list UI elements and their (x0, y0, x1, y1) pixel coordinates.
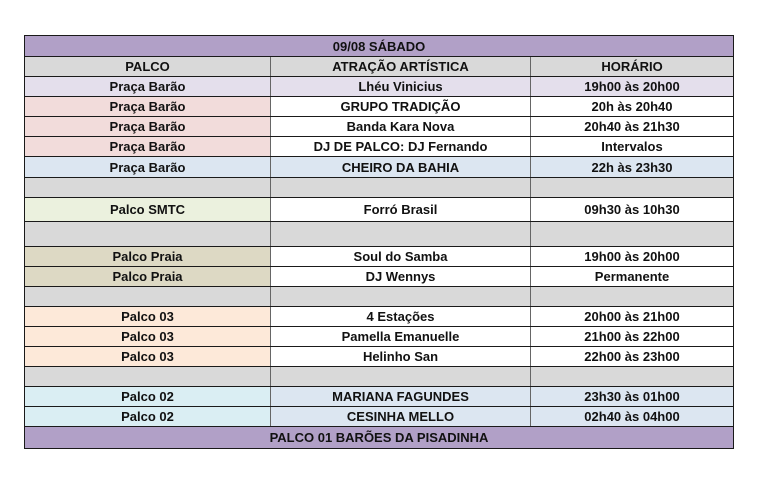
cell-horario: 19h00 às 20h00 (531, 77, 734, 97)
cell-horario: 09h30 às 10h30 (531, 198, 734, 222)
table-row (25, 307, 734, 327)
cell-palco: Palco 03 (25, 347, 271, 367)
spacer-row (25, 222, 734, 247)
cell-palco: Palco 03 (25, 307, 271, 327)
spacer-row (25, 287, 734, 307)
cell-atracao: 4 Estações (271, 307, 531, 327)
date-title: 09/08 SÁBADO (25, 36, 734, 57)
table-row (25, 267, 734, 287)
table-row (25, 157, 734, 178)
table-row (25, 198, 734, 222)
cell-atracao: Helinho San (271, 347, 531, 367)
table-row (25, 407, 734, 427)
cell-atracao: Soul do Samba (271, 247, 531, 267)
cell-atracao: CESINHA MELLO (271, 407, 531, 427)
title-row (25, 36, 734, 57)
cell-horario: 21h00 às 22h00 (531, 327, 734, 347)
cell-atracao: Banda Kara Nova (271, 117, 531, 137)
cell-palco: Praça Barão (25, 117, 271, 137)
cell-palco: Palco 03 (25, 327, 271, 347)
cell-horario: 23h30 às 01h00 (531, 387, 734, 407)
cell-horario: Permanente (531, 267, 734, 287)
table-row (25, 117, 734, 137)
cell-horario: 22h00 às 23h00 (531, 347, 734, 367)
cell-palco: Palco Praia (25, 247, 271, 267)
cell-horario: 02h40 às 04h00 (531, 407, 734, 427)
footer-row (25, 427, 734, 449)
table-row (25, 387, 734, 407)
cell-palco: Palco 02 (25, 387, 271, 407)
table-row (25, 97, 734, 117)
schedule-table (24, 35, 734, 449)
table-row (25, 347, 734, 367)
cell-atracao: Lhéu Vinicius (271, 77, 531, 97)
cell-horario: 20h40 às 21h30 (531, 117, 734, 137)
cell-horario: 20h às 20h40 (531, 97, 734, 117)
header-palco: PALCO (25, 57, 271, 77)
cell-atracao: MARIANA FAGUNDES (271, 387, 531, 407)
cell-palco: Praça Barão (25, 157, 271, 178)
table-row (25, 327, 734, 347)
cell-atracao: Pamella Emanuelle (271, 327, 531, 347)
cell-palco: Palco 02 (25, 407, 271, 427)
cell-palco: Palco Praia (25, 267, 271, 287)
cell-palco: Praça Barão (25, 97, 271, 117)
cell-atracao: DJ DE PALCO: DJ Fernando (271, 137, 531, 157)
table-row (25, 77, 734, 97)
table-row (25, 247, 734, 267)
cell-horario: 20h00 às 21h00 (531, 307, 734, 327)
header-row (25, 57, 734, 77)
cell-atracao: DJ Wennys (271, 267, 531, 287)
spacer-row (25, 367, 734, 387)
schedule-sheet (24, 35, 733, 449)
cell-atracao: CHEIRO DA BAHIA (271, 157, 531, 178)
cell-palco: Praça Barão (25, 137, 271, 157)
header-atracao: ATRAÇÃO ARTÍSTICA (271, 57, 531, 77)
cell-horario: 22h às 23h30 (531, 157, 734, 178)
cell-atracao: GRUPO TRADIÇÃO (271, 97, 531, 117)
cell-horario: Intervalos (531, 137, 734, 157)
header-horario: HORÁRIO (531, 57, 734, 77)
cell-horario: 19h00 às 20h00 (531, 247, 734, 267)
spacer-row (25, 178, 734, 198)
headliner-label: PALCO 01 BARÕES DA PISADINHA (25, 427, 734, 449)
table-row (25, 137, 734, 157)
cell-atracao: Forró Brasil (271, 198, 531, 222)
cell-palco: Palco SMTC (25, 198, 271, 222)
cell-palco: Praça Barão (25, 77, 271, 97)
